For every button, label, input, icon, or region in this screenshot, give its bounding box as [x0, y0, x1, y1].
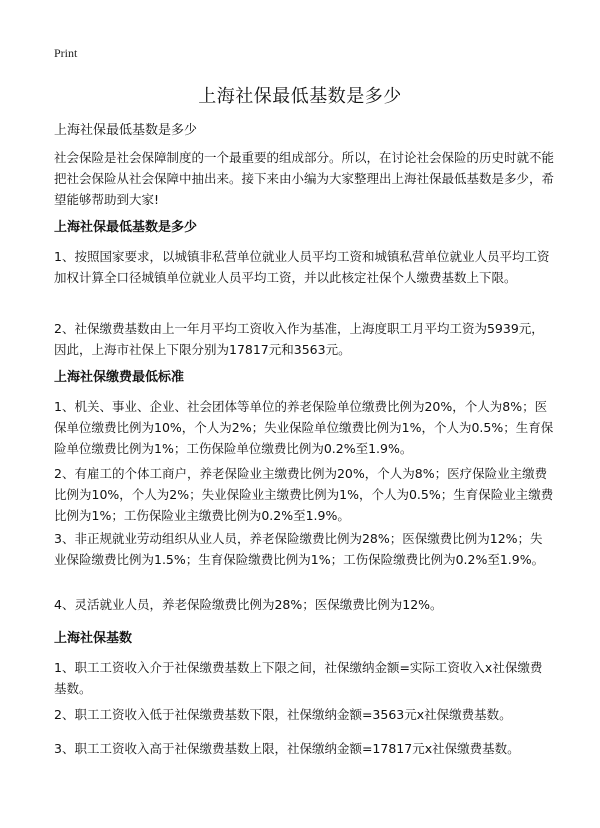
page-title: 上海社保最低基数是多少	[198, 86, 402, 107]
section-2-paragraph-3: 3、非正规就业劳动组织从业人员，养老保险缴费比例为28%；医保缴费比例为12%；失业保险缴费比例为1.5%；生育保险缴费比例为1%；工伤保险缴费比例为0.2%至1.9%。	[54, 531, 545, 567]
section-1-paragraph-2: 2、社保缴费基数由上一年月平均工资收入作为基准，上海度职工月平均工资为5939元，因此，上海市社保上下限分别为17817元和3563元。	[54, 321, 544, 357]
section-3-paragraph-3: 3、职工工资收入高于社保缴费基数上限，社保缴纳金额=17817元x社保缴费基数。	[54, 741, 520, 756]
section-3-heading: 上海社保基数	[54, 631, 133, 646]
section-2-paragraph-2: 2、有雇工的个体工商户，养老保险业主缴费比例为20%，个人为8%；医疗保险业主缴费比例为10%，个人为2%；失业保险业主缴费比例为1%，个人为0.5%；生育保险业主缴费比例为1%；工伤保险业主缴费比例为0.2%至1.9%。	[54, 466, 554, 523]
section-1-paragraph-1: 1、按照国家要求，以城镇非私营单位就业人员平均工资和城镇私营单位就业人员平均工资加权计算全口径城镇单位就业人员平均工资，并以此核定社保个人缴费基数上下限。	[54, 249, 550, 285]
print-label: Print	[54, 46, 78, 60]
section-3-paragraph-1: 1、职工工资收入介于社保缴费基数上下限之间，社保缴纳金额=实际工资收入x社保缴费基数。	[54, 660, 543, 696]
section-2-p1-block	[54, 396, 554, 459]
section-1-p1-block	[54, 246, 554, 288]
section-1	[54, 216, 554, 235]
section-2-paragraph-1: 1、机关、事业、企业、社会团体等单位的养老保险单位缴费比例为20%，个人为8%；医保单位缴费比例为10%，个人为2%；失业保险单位缴费比例为1%，个人为0.5%；生育保险单位缴费比例为1%；工伤保险单位缴费比例为0.2%至1.9%。	[54, 399, 554, 456]
subtitle: 上海社保最低基数是多少	[54, 123, 198, 138]
section-2-p4-block	[54, 594, 554, 615]
section-2	[54, 366, 554, 385]
section-1-heading: 上海社保最低基数是多少	[54, 220, 198, 235]
section-3-p3-block	[54, 738, 554, 759]
section-1-p2-block	[54, 318, 554, 360]
section-2-paragraph-4: 4、灵活就业人员，养老保险缴费比例为28%；医保缴费比例为12%。	[54, 597, 443, 612]
section-3-p1-block	[54, 657, 554, 699]
section-2-p3-block	[54, 528, 554, 570]
section-3-paragraph-2: 2、职工工资收入低于社保缴费基数下限，社保缴纳金额=3563元x社保缴费基数。	[54, 707, 512, 722]
section-3-p2-block	[54, 704, 554, 725]
intro-paragraph: 社会保险是社会保障制度的一个最重要的组成部分。所以，在讨论社会保险的历史时就不能把社会保险从社会保障中抽出来。接下来由小编为大家整理出上海社保最低基数是多少，希望能够帮助到大家!	[54, 150, 555, 207]
section-2-heading: 上海社保缴费最低标准	[54, 370, 185, 385]
section-3	[54, 627, 554, 646]
intro-paragraph-block	[54, 147, 554, 210]
section-2-p2-block	[54, 463, 554, 526]
